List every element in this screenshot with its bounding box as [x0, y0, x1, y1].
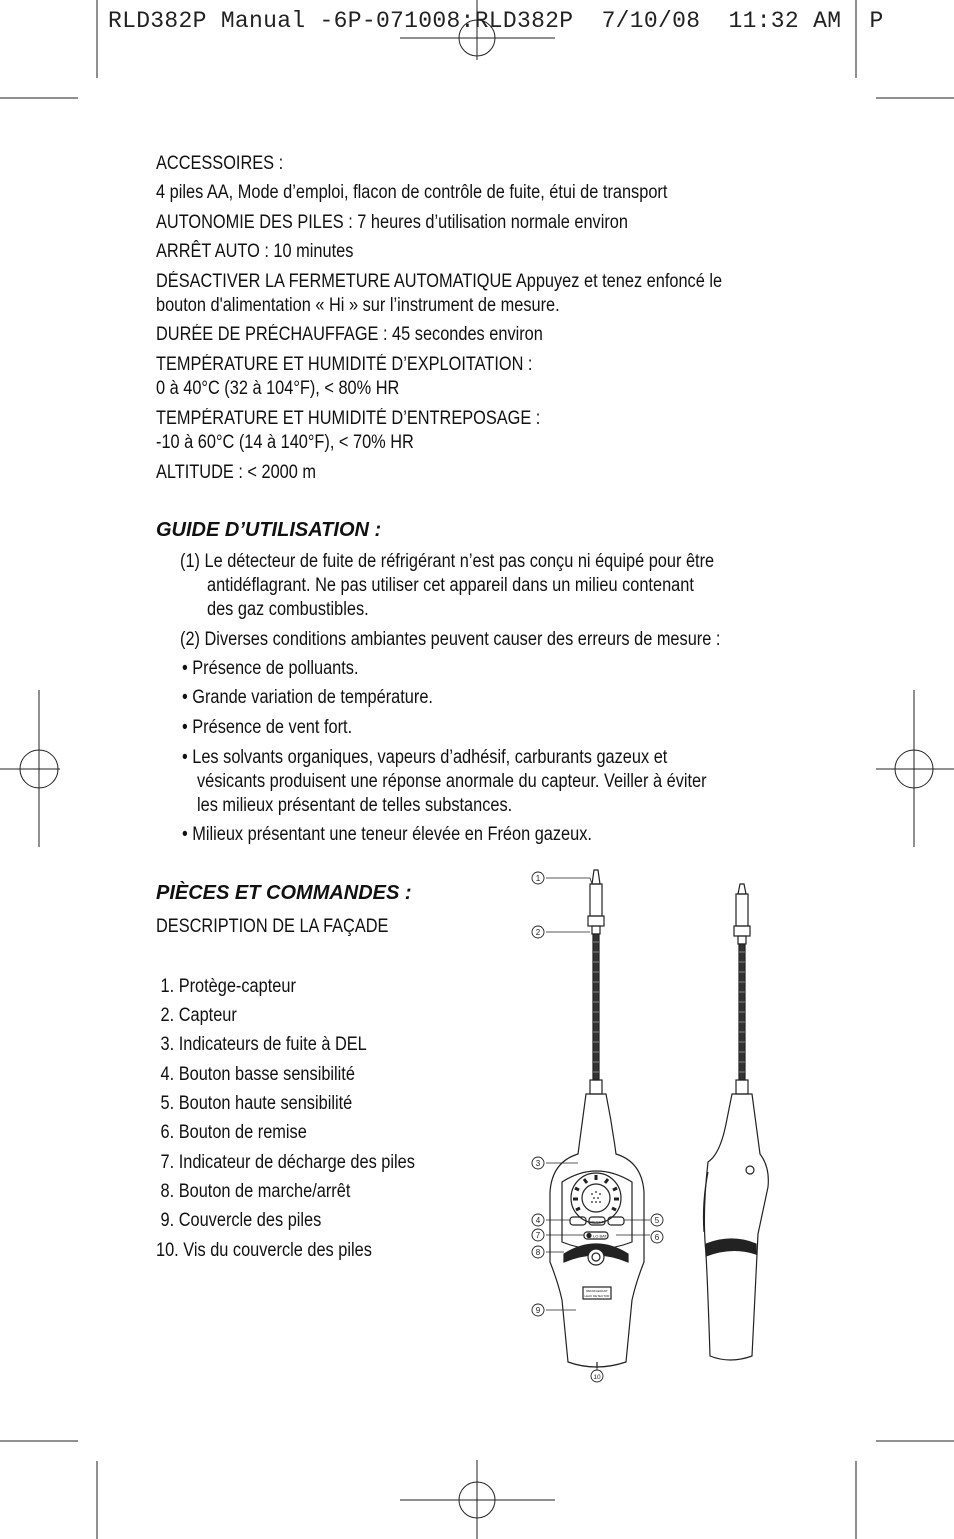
guide-item-2: (2) Diverses conditions ambiantes peuvent causer des erreurs de mesure : [180, 629, 721, 650]
part-item: 1. Protège-capteur [156, 976, 296, 997]
part-item: 10. Vis du couvercle des piles [156, 1240, 372, 1261]
part-item: 2. Capteur [156, 1005, 237, 1026]
disable-auto-off-line1: DÉSACTIVER LA FERMETURE AUTOMATIQUE Appuyez et tenez enfoncé le [156, 271, 723, 292]
guide-bullet-4-line1: • Les solvants organiques, vapeurs d’adhésif, carburants gazeux et [182, 747, 668, 768]
guide-heading: GUIDE D’UTILISATION : [156, 519, 382, 541]
part-item: 3. Indicateurs de fuite à DEL [156, 1034, 367, 1055]
part-item: 7. Indicateur de décharge des piles [156, 1152, 415, 1173]
guide-bullet-3: • Présence de vent fort. [182, 717, 353, 738]
disable-auto-off-line2: bouton d'alimentation « Hi » sur l’instrument de mesure. [156, 295, 560, 316]
guide-bullet-4-line3: les milieux présentant de telles substances. [197, 795, 513, 816]
printer-slug: RLD382P Manual -6P-071008:RLD382P 7/10/08 11:32 AM P [108, 8, 884, 34]
operating-conditions-title: TEMPÉRATURE ET HUMIDITÉ D’EXPLOITATION : [156, 354, 533, 375]
callout-10: 10 [593, 1374, 601, 1381]
accessories-title: ACCESSOIRES : [156, 153, 284, 174]
storage-conditions-value: -10 à 60°C (14 à 140°F), < 70% HR [156, 432, 414, 453]
accessories-list: 4 piles AA, Mode d’emploi, flacon de contrôle de fuite, étui de transport [156, 182, 668, 203]
registration-bottom [400, 1460, 555, 1539]
callout-8: 8 [535, 1248, 541, 1257]
guide-bullet-4-line2: vésicants produisent une réponse anormale du capteur. Veiller à éviter [197, 771, 707, 792]
part-item: 9. Couvercle des piles [156, 1210, 322, 1231]
detector-illustration [520, 862, 780, 1387]
callout-6: 6 [654, 1233, 660, 1242]
registration-right [876, 690, 954, 847]
front-view [550, 870, 644, 1368]
lo-bat-label: LO BAT [593, 1233, 607, 1239]
parts-heading: PIÈCES ET COMMANDES : [156, 882, 412, 904]
side-view [704, 884, 769, 1360]
battery-life: AUTONOMIE DES PILES : 7 heures d’utilisation normale environ [156, 212, 628, 233]
auto-off: ARRÊT AUTO : 10 minutes [156, 241, 354, 262]
part-item: 4. Bouton basse sensibilité [156, 1064, 355, 1085]
part-item: 6. Bouton de remise [156, 1122, 307, 1143]
registration-left [0, 690, 60, 847]
part-item: 5. Bouton haute sensibilité [156, 1093, 353, 1114]
storage-conditions-title: TEMPÉRATURE ET HUMIDITÉ D’ENTREPOSAGE : [156, 408, 541, 429]
callout-9: 9 [535, 1306, 541, 1315]
part-item: 8. Bouton de marche/arrêt [156, 1181, 351, 1202]
preheat-time: DURÉE DE PRÉCHAUFFAGE : 45 secondes environ [156, 324, 543, 345]
callout-4: 4 [535, 1216, 541, 1225]
registration-top [400, 0, 555, 60]
guide-item-1-line1: (1) Le détecteur de fuite de réfrigérant n’est pas conçu ni équipé pour être [180, 551, 715, 572]
guide-item-1-line3: des gaz combustibles. [207, 599, 369, 620]
altitude: ALTITUDE : < 2000 m [156, 462, 316, 483]
front-description-title: DESCRIPTION DE LA FAÇADE [156, 916, 389, 937]
callout-7: 7 [535, 1231, 541, 1240]
guide-bullet-2: • Grande variation de température. [182, 687, 433, 708]
guide-bullet-1: • Présence de polluants. [182, 658, 359, 679]
callout-1: 1 [535, 874, 541, 883]
callout-5: 5 [654, 1216, 660, 1225]
operating-conditions-value: 0 à 40°C (32 à 104°F), < 80% HR [156, 378, 400, 399]
reset-button-label: RESET [590, 1219, 604, 1225]
guide-item-1-line2: antidéflagrant. Ne pas utiliser cet appareil dans un milieu contenant [207, 575, 694, 596]
callout-2: 2 [535, 928, 541, 937]
callout-3: 3 [535, 1159, 541, 1168]
brand-label-line2: LEAK DETECTOR [584, 1294, 610, 1298]
guide-bullet-5: • Milieux présentant une teneur élevée en Fréon gazeux. [182, 824, 592, 845]
brand-label-line1: REFRIGERANT [586, 1289, 608, 1293]
